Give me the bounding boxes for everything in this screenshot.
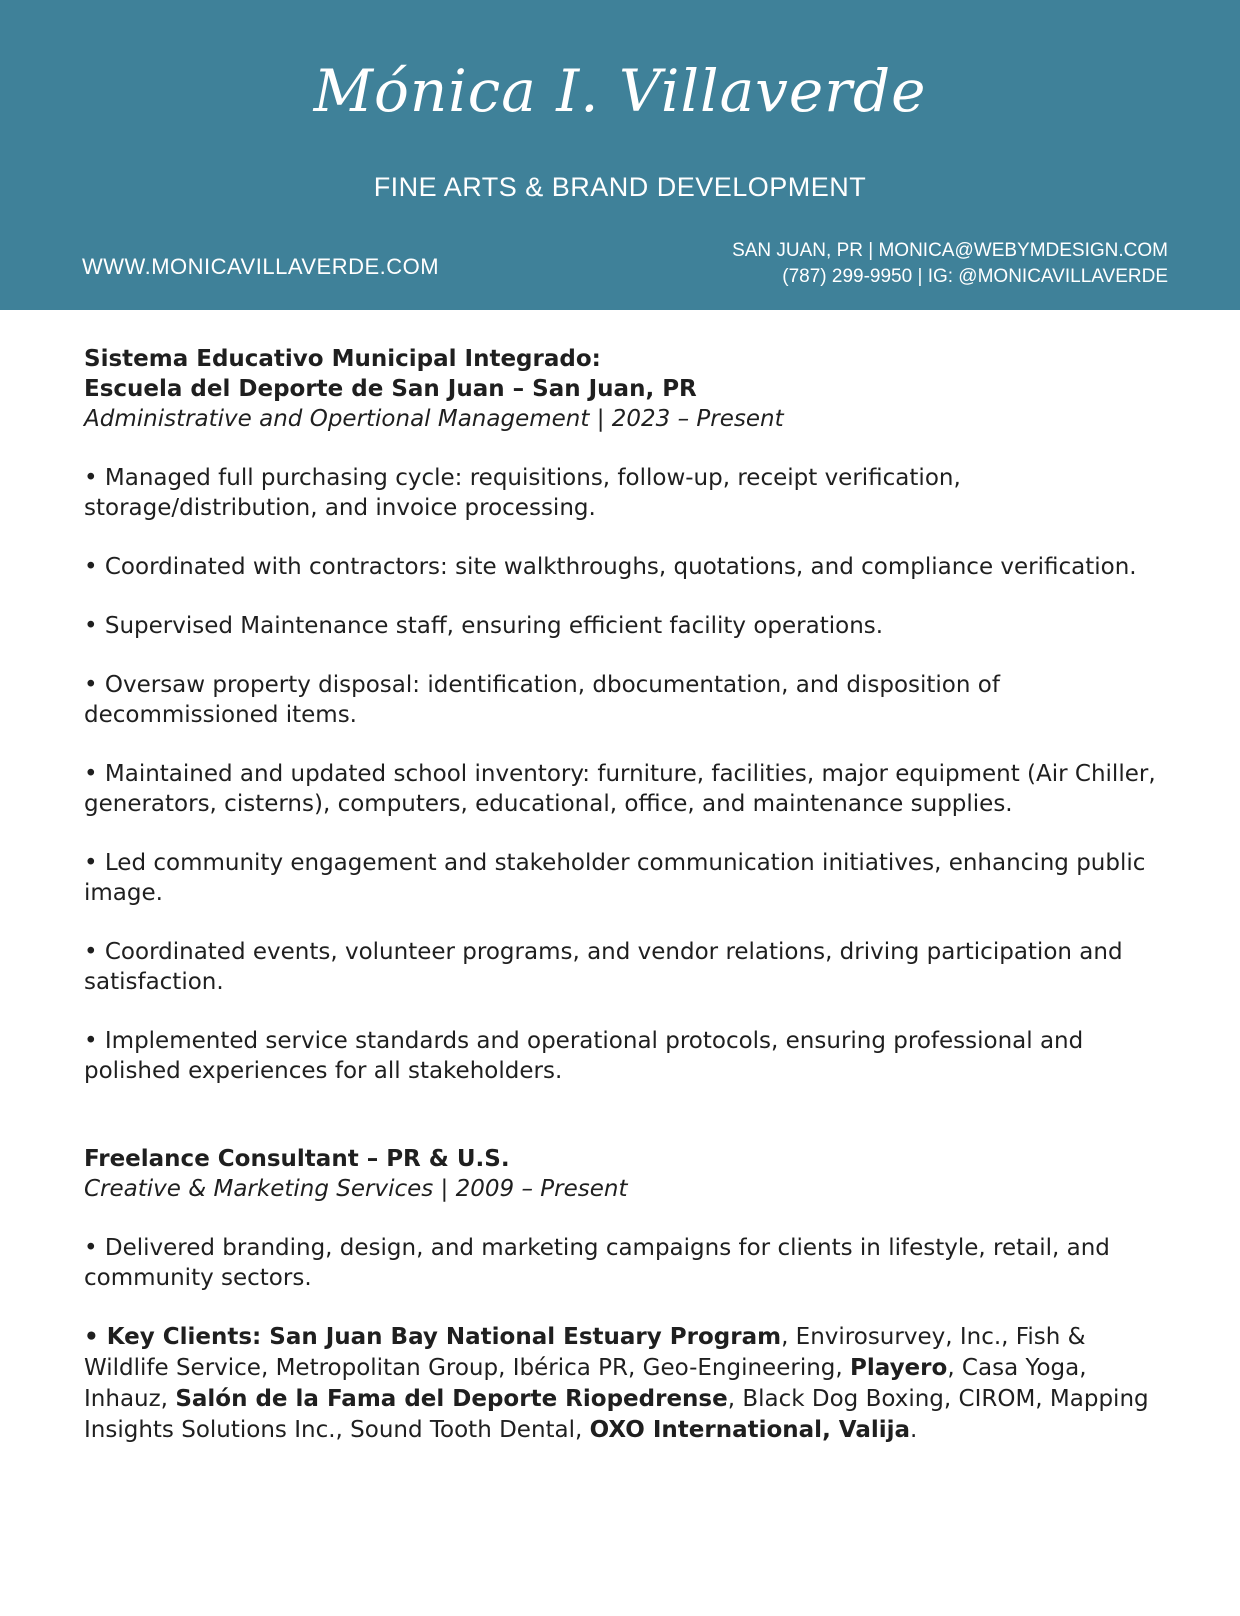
- list-item: • Supervised Maintenance staff, ensuring efficient facility operations.: [84, 613, 884, 639]
- contact-info: [732, 238, 1168, 290]
- client-list-text: , Black Dog Boxing, CIROM, Mapping Insights Solutions Inc., Sound Tooth Dental,: [84, 1386, 1149, 1443]
- job-section-2: [84, 1144, 1174, 1446]
- client-list-text: .: [910, 1417, 918, 1443]
- client-list-text: , Casa Yoga, Inhauz,: [84, 1355, 1087, 1412]
- list-item: • Maintained and updated school inventory: furniture, facilities, major equipment (Air Chiller, generators, cisterns), computers, educational, office, and maintenance supplies.: [84, 761, 1156, 817]
- website-link[interactable]: WWW.MONICAVILLAVERDE.COM: [82, 254, 440, 279]
- client-highlight: Salón de la Fama del Deporte Riopedrense: [175, 1386, 728, 1412]
- resume-header: [0, 0, 1240, 310]
- job1-role: Administrative and Opertional Management | 2023 – Present: [84, 406, 784, 432]
- resume-body: [84, 344, 1174, 1446]
- job1-org-line2: Escuela del Deporte de San Juan – San Juan, PR: [84, 376, 697, 402]
- contact-line-phone-ig: (787) 299-9950 | IG: @MONICAVILLAVERDE: [782, 266, 1168, 287]
- client-highlight: OXO International, Valija: [589, 1417, 911, 1443]
- job-section-1: [84, 344, 1174, 1086]
- job2-title: Freelance Consultant – PR & U.S.: [84, 1146, 510, 1172]
- list-item: • Delivered branding, design, and marketing campaigns for clients in lifestyle, retail, and community sectors.: [84, 1235, 1110, 1291]
- list-item: • Implemented service standards and operational protocols, ensuring professional and polished experiences for all stakeholders.: [84, 1028, 1084, 1084]
- contact-line-location-email: SAN JUAN, PR | MONICA@WEBYMDESIGN.COM: [732, 240, 1168, 261]
- list-item: • Oversaw property disposal: identification, dbocumentation, and disposition of decommissioned items.: [84, 672, 1000, 728]
- bullet-marker: •: [84, 1324, 107, 1350]
- job1-org-line1: Sistema Educativo Municipal Integrado:: [84, 346, 601, 372]
- job1-bullet-list: [84, 463, 1174, 1086]
- list-item: • Managed full purchasing cycle: requisitions, follow-up, receipt verification, storage/distribution, and invoice processing.: [84, 465, 961, 521]
- header-subtitle: FINE ARTS & BRAND DEVELOPMENT: [373, 172, 867, 202]
- client-highlight: San Juan Bay National Estuary Program: [269, 1324, 782, 1350]
- list-item: • Coordinated events, volunteer programs, and vendor relations, driving participation and satisfaction.: [84, 939, 1123, 995]
- job2-role: Creative & Marketing Services | 2009 – Present: [84, 1176, 628, 1202]
- job2-bullet-list: [84, 1233, 1174, 1446]
- client-list-text: , Envirosurvey, Inc., Fish & Wildlife Service, Metropolitan Group, Ibérica PR, Geo-Engineering,: [84, 1324, 1086, 1381]
- name-logo: Mónica I. Villaverde: [313, 57, 927, 125]
- list-item: • Coordinated with contractors: site walkthroughs, quotations, and compliance verification.: [84, 554, 1137, 580]
- list-item: • Led community engagement and stakeholder communication initiatives, enhancing public image.: [84, 850, 1146, 906]
- key-clients-label: Key Clients:: [106, 1324, 270, 1350]
- key-clients-item: [84, 1322, 1174, 1446]
- client-highlight: Playero: [850, 1355, 948, 1381]
